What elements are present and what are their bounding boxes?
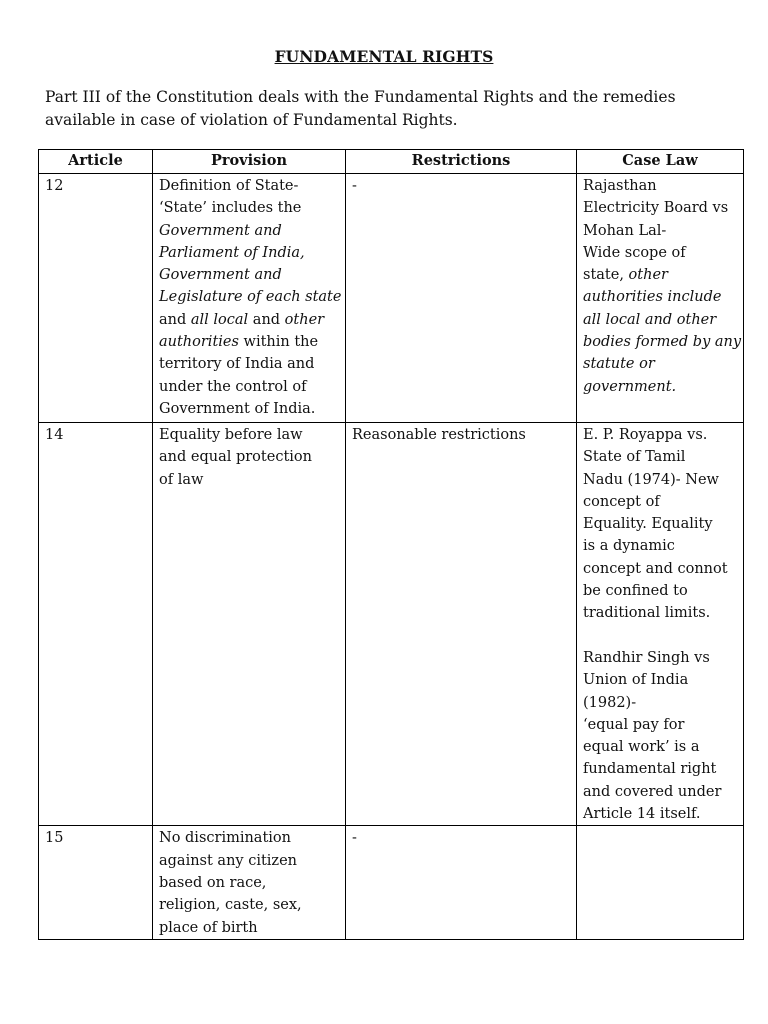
- provision-line: Definition of State-: [159, 178, 299, 194]
- case-law-line: concept of: [583, 493, 660, 510]
- provision-line: ‘State’ includes the: [159, 200, 302, 217]
- case-law-line: Article 14 itself.: [583, 806, 701, 823]
- provision-line: Government and: [159, 222, 282, 239]
- provision-text-italic: all local: [190, 311, 249, 328]
- provision-line: [159, 309, 339, 331]
- intro-line-2: available in case of violation of Fundamental Rights.: [45, 111, 458, 129]
- intro-line-1: Part III of the Constitution deals with the Fundamental Rights and the remedies: [45, 88, 676, 106]
- header-article: Article: [39, 150, 153, 174]
- intro-paragraph: [45, 86, 735, 132]
- provision-text: and: [248, 311, 285, 328]
- provision-text: and: [159, 311, 191, 328]
- table-row: [39, 423, 744, 826]
- provision-line: place of birth: [159, 919, 258, 936]
- provision-cell: [153, 826, 346, 940]
- provision-line: based on race,: [159, 874, 267, 891]
- case-law-line: concept and connot: [583, 560, 728, 577]
- case-law-line: authorities include: [583, 289, 722, 306]
- provision-line: against any citizen: [159, 852, 297, 869]
- case-law-line: and covered under: [583, 783, 722, 800]
- case-law-line: all local and other: [583, 311, 717, 328]
- case-law-line: Randhir Singh vs: [583, 649, 710, 666]
- case-law-line: is a dynamic: [583, 538, 675, 555]
- case-law-line: Wide scope of: [583, 244, 686, 261]
- article-number: 14: [39, 423, 153, 826]
- provision-line: under the control of: [159, 378, 307, 395]
- case-law-line: equal work’ is a: [583, 739, 700, 756]
- table-header-row: [39, 150, 744, 174]
- case-law-cell: [577, 423, 744, 826]
- page-title: FUNDAMENTAL RIGHTS: [274, 47, 494, 66]
- header-restrictions: Restrictions: [346, 150, 577, 174]
- header-case-law: Case Law: [577, 150, 744, 174]
- provision-text-italic: other: [284, 311, 325, 328]
- provision-text: within the: [238, 334, 319, 351]
- provision-line: territory of India and: [159, 356, 315, 373]
- case-law-line: Nadu (1974)- New: [583, 471, 719, 488]
- provision-line: Parliament of India,: [159, 244, 305, 261]
- provision-cell: [153, 174, 346, 423]
- provision-line: No discrimination: [159, 830, 291, 847]
- provision-line: Government and: [159, 267, 282, 284]
- case-law-line: Equality. Equality: [583, 516, 713, 533]
- paragraph-gap: [583, 625, 737, 647]
- table-row: [39, 174, 744, 423]
- case-law-line: be confined to: [583, 583, 688, 600]
- case-law-line: fundamental right: [583, 761, 717, 778]
- case-law-cell: [577, 826, 744, 940]
- case-law-line: ‘equal pay for: [583, 716, 685, 733]
- case-law-line: bodies formed by any: [583, 334, 742, 351]
- provision-line: Equality before law: [159, 427, 303, 443]
- case-law-line: Mohan Lal-: [583, 222, 667, 239]
- provision-line: religion, caste, sex,: [159, 897, 302, 914]
- case-law-line: State of Tamil: [583, 449, 686, 466]
- restrictions-cell: -: [346, 174, 577, 423]
- provision-text-italic: authorities: [159, 334, 239, 351]
- case-law-text-italic: other: [628, 267, 668, 284]
- case-law-line: statute or: [583, 356, 655, 373]
- case-law-line: government.: [583, 378, 677, 395]
- case-law-line: Union of India: [583, 672, 689, 689]
- case-law-line: traditional limits.: [583, 605, 711, 622]
- provision-line: and equal protection: [159, 449, 312, 466]
- case-law-line: E. P. Royappa vs.: [583, 427, 708, 443]
- table-row: [39, 826, 744, 940]
- provision-line: of law: [159, 471, 204, 488]
- fundamental-rights-table: [38, 149, 744, 940]
- provision-line: Government of India.: [159, 400, 316, 417]
- restrictions-cell: -: [346, 826, 577, 940]
- provision-line: [159, 331, 339, 353]
- case-law-line: (1982)-: [583, 694, 637, 711]
- article-number: 15: [39, 826, 153, 940]
- header-provision: Provision: [153, 150, 346, 174]
- case-law-line: [583, 264, 737, 286]
- provision-cell: [153, 423, 346, 826]
- case-law-text: state,: [583, 267, 629, 284]
- restrictions-cell: Reasonable restrictions: [346, 423, 577, 826]
- case-law-line: Rajasthan: [583, 178, 657, 194]
- case-law-cell: [577, 174, 744, 423]
- case-law-line: Electricity Board vs: [583, 200, 729, 217]
- provision-line: Legislature of each state: [159, 289, 342, 306]
- article-number: 12: [39, 174, 153, 423]
